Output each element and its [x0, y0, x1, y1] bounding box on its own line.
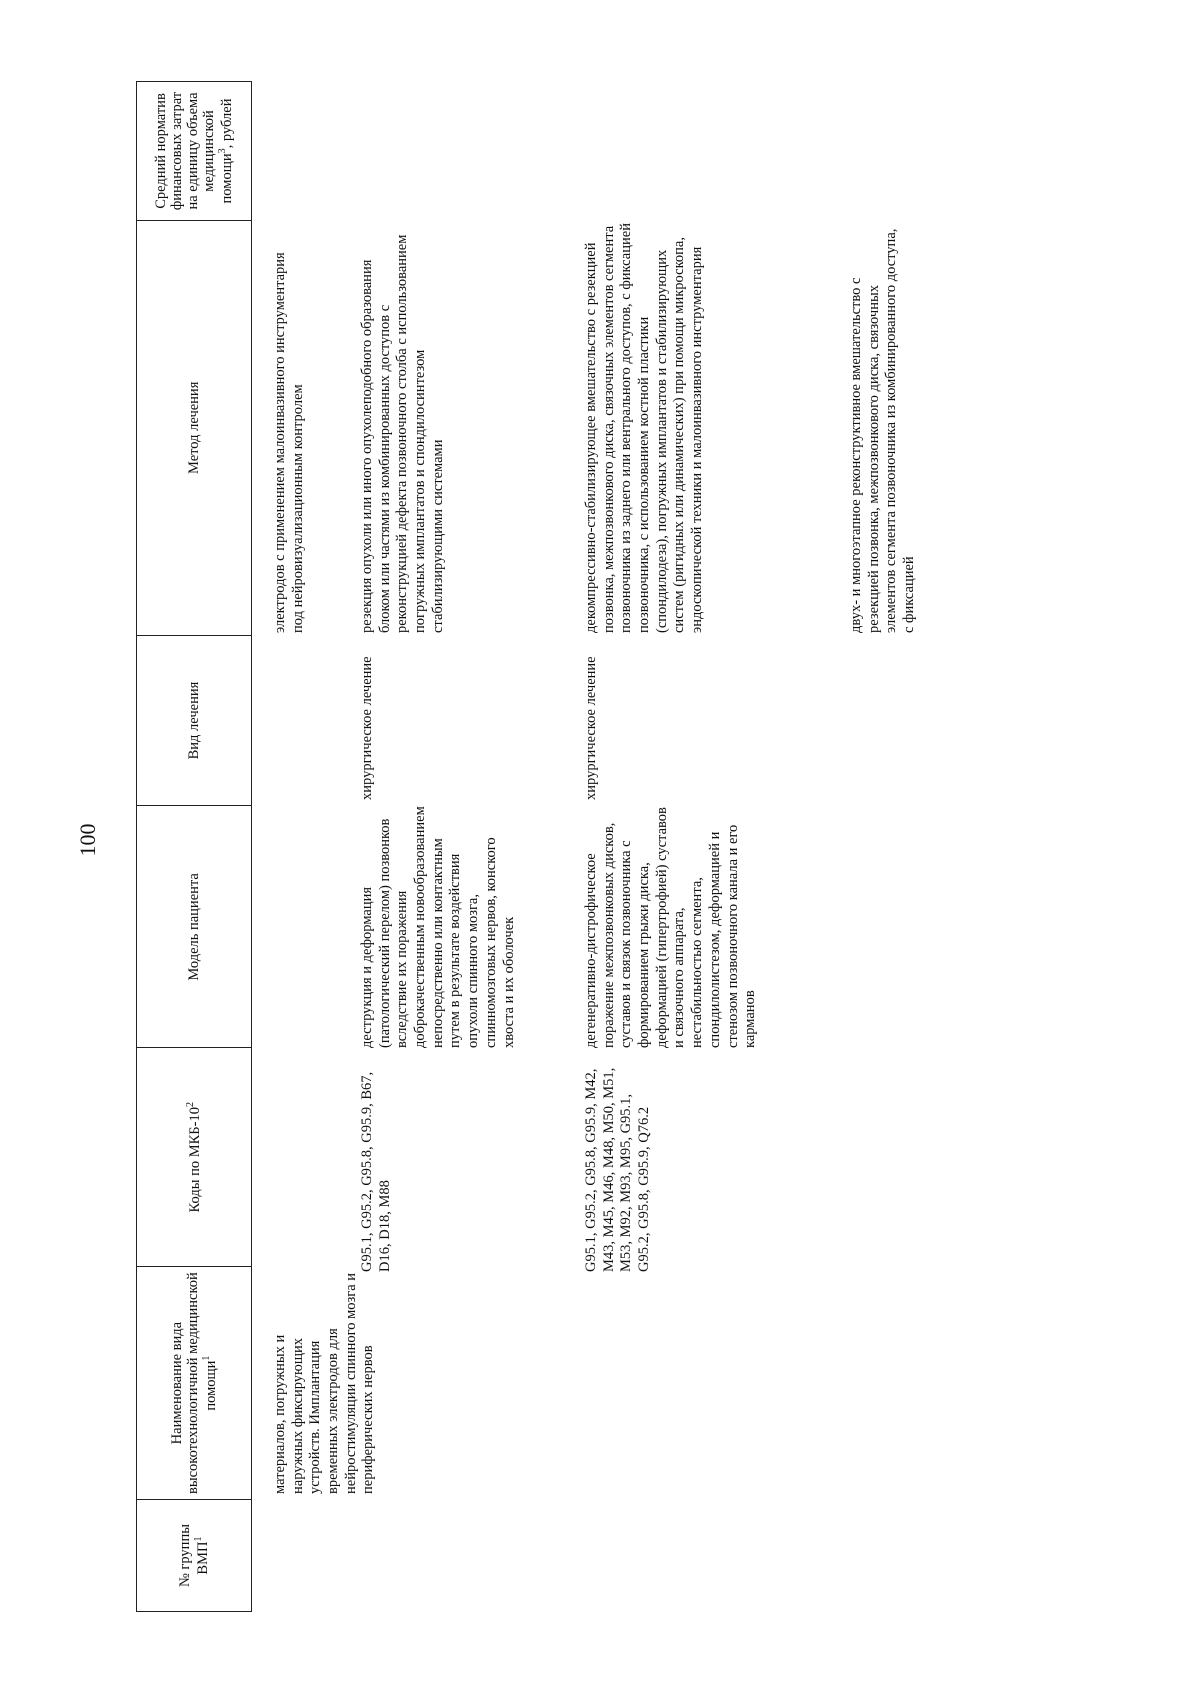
- row-2-icd-codes: G95.1, G95.2, G95.8, G95.9, M42, M43, M45, M46, M48, M50, M51, M53, M92, M93, M95, G95.1, G95.2, G95.8, G95.9, Q76.2: [583, 1067, 653, 1272]
- page-number: 100: [75, 823, 100, 857]
- header-cost: Средний норматив финансовых затрат на единицу объема медицинской помощи$^3$, рублей: [137, 82, 252, 221]
- continuation-method: электродов с применением малоинвазивного инструментария под нейровизуализационным контролем: [272, 252, 306, 633]
- row-1-treatment-type: хирургическое лечение: [359, 656, 375, 800]
- header-icd-codes: Коды по МКБ-$10^2$: [137, 1048, 252, 1267]
- rotated-table: [136, 81, 986, 1612]
- header-group-no: № группы ВМП$^1$: [137, 1500, 252, 1612]
- header-treatment-method: Метод лечения: [137, 220, 252, 635]
- header-row: [136, 81, 252, 1612]
- header-vmp-name: Наименование вида высокотехнологичной медицинской помощи$^1$: [137, 1267, 252, 1500]
- row-1-icd-codes: G95.1, G95.2, G95.8, G95.9, B67, D16, D18, M88: [359, 1071, 393, 1272]
- row-2-treatment-type: хирургическое лечение: [583, 656, 599, 800]
- header-treatment-type: Вид лечения: [137, 635, 252, 806]
- row-2-patient-model: дегенеративно-дистрофическое поражение межпозвонковых дисков, суставов и связок позвоночника с формированием грыжи диска, деформацией (гипертрофией) суставов и связочного аппарата, нестабильностью сегмента, спондилолистезом, деформацией и стенозом позвоночного канала и его карманов: [583, 807, 759, 1048]
- row-1-patient-model: деструкция и деформация (патологический перелом) позвонков вследствие их поражения доброкачественным новообразованием непосредственно или контактным путем в результате воздействия опухоли спинного мозга, спинномозговых нервов, конского хвоста и их оболочек: [359, 806, 517, 1048]
- continuation-vmp-name: материалов, погружных и наружных фиксирующих устройств. Имплантация временных электродов для нейростимуляции спинного мозга и периферических нервов: [272, 1272, 377, 1494]
- header-patient-model: Модель пациента: [137, 806, 252, 1048]
- row-2-treatment-method-2: двух- и многоэтапное реконструктивное вмешательство с резекцией позвонка, межпозвонкового диска, связочных элементов сегмента позвоночника из комбинированного доступа, с фиксацией: [848, 228, 918, 633]
- row-1-treatment-method: резекция опухоли или иного опухолеподобного образования блоком или частями из комбинированных доступов с реконструкцией дефекта позвоночного столба с использованием погружных имплантатов и спондилосинтезом стабилизирующими системами: [359, 234, 446, 633]
- row-2-treatment-method: декомпрессивно-стабилизирующее вмешательство с резекцией позвонка, межпозвонкового диска, связочных элементов сегмента позвоночника из заднего или вентрального доступов, с фиксацией позвоночника, с использованием костной пластики (спондилодеза), погружных имплантатов и стабилизирующих систем (ригидных или динамических) при помощи микроскопа, эндоскопической техники и малоинвазивного инструментария: [583, 223, 706, 633]
